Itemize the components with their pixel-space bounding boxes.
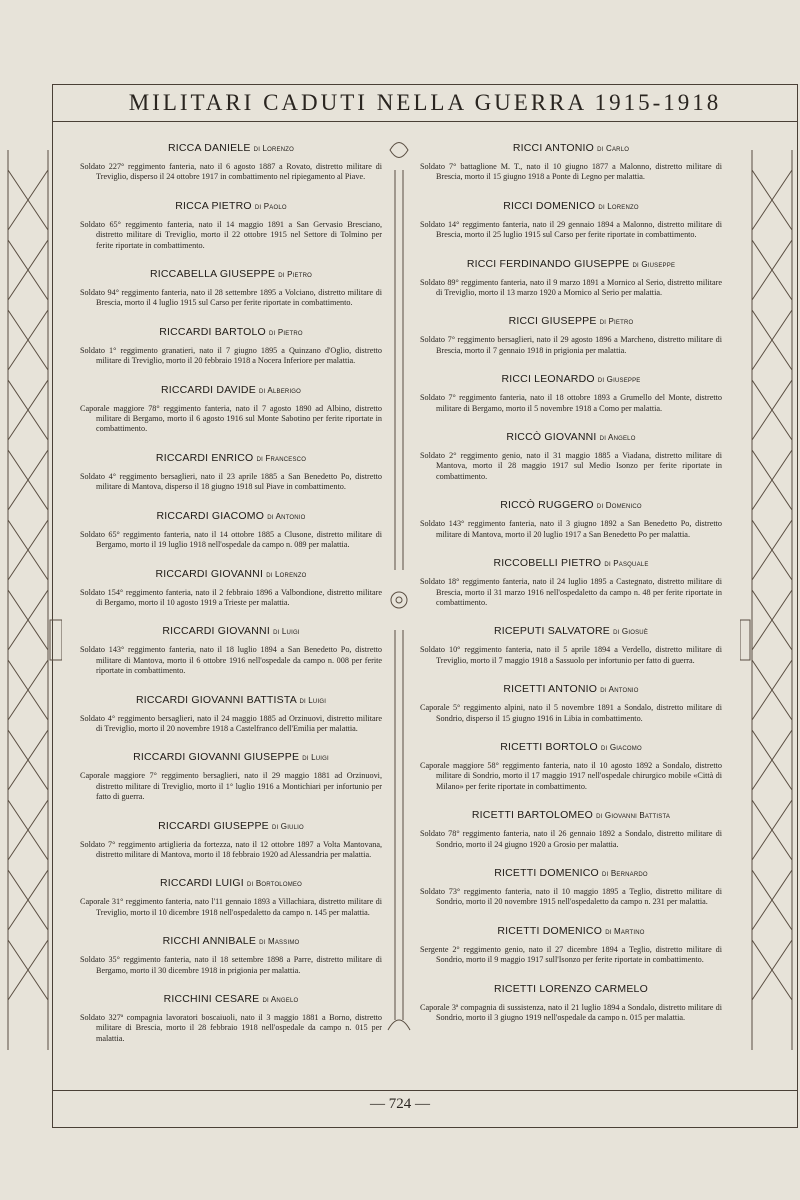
entry-surname: RICCÒ GIOVANNI (506, 431, 597, 444)
entry-parent: di Luigi (302, 753, 329, 763)
page-title: MILITARI CADUTI NELLA GUERRA 1915-1918 (52, 84, 798, 122)
entry-text: Soldato 4° reggimento bersaglieri, nato il 23 aprile 1885 a San Benedetto Po, distretto militare di Mantova, disperso il 18 giugno 1918 sul Piave in combattimento. (80, 471, 382, 492)
entry-name (420, 625, 722, 637)
entry-name (80, 452, 382, 464)
entry-surname: RICCI GIUSEPPE (508, 315, 597, 328)
entry-parent: di Massimo (259, 937, 300, 947)
entry-parent: di Francesco (256, 453, 307, 463)
entry-text: Soldato 94° reggimento fanteria, nato il 28 settembre 1895 a Volciano, distretto militare di Brescia, morto il 4 luglio 1915 sul Carso per ferite riportate in combattimento. (80, 288, 382, 308)
entry-surname: RICEPUTI SALVATORE (493, 625, 610, 638)
entry-name (420, 983, 722, 995)
entry-surname: RICCA PIETRO (175, 199, 252, 212)
entry-text: Soldato 154° reggimento fanteria, nato il 2 febbraio 1896 a Valbondione, distretto militare di Bergamo, morto il 10 agosto 1919 a Trieste per malattia. (80, 587, 382, 607)
entry-parent: di Luigi (299, 695, 327, 705)
entry (80, 568, 382, 609)
entry (80, 935, 382, 976)
entry-text: Soldato 18° reggimento fanteria, nato il 24 luglio 1895 a Castegnato, distretto militare di Brescia, morto il 31 marzo 1916 nell'ospedaletto da campo n. 48 per ferite riportate in combattimento. (420, 577, 722, 607)
entry (80, 820, 382, 861)
entry-text: Soldato 7° reggimento fanteria, nato il 18 ottobre 1893 a Grumello del Monte, distretto militare di Bergamo, morto il 5 novembre 1918 a Como per malattia. (420, 393, 722, 413)
entry-parent: di Pasquale (604, 559, 649, 569)
entry-parent: di Giulio (271, 821, 304, 831)
entry-surname: RICETTI BORTOLO (500, 740, 598, 753)
entry-name (80, 935, 382, 947)
entry-parent: di Angelo (262, 995, 299, 1004)
entry-surname: RICCI DOMENICO (503, 199, 596, 212)
entry (420, 809, 722, 850)
entry-text: Soldato 143° reggimento fanteria, nato il 3 giugno 1892 a San Benedetto Po, distretto militare di Mantova, morto il 20 luglio 1917 a San Benedetto Po per malattia. (420, 519, 722, 539)
entry-name (420, 557, 722, 569)
entry (80, 625, 382, 676)
entry-text: Soldato 89° reggimento fanteria, nato il 9 marzo 1891 a Mornico al Serio, distretto militare di Treviglio, morto il 13 marzo 1920 a Mornico al Serio per malattia. (420, 277, 722, 298)
footer-divider (52, 1090, 798, 1091)
entry-surname: RICCABELLA GIUSEPPE (149, 268, 276, 281)
entry-text: Soldato 35° reggimento fanteria, nato il 18 settembre 1898 a Parre, distretto militare di Bergamo, morto il 30 dicembre 1918 in prigionia per malattia. (80, 955, 382, 975)
entry-text: Soldato 2° reggimento genio, nato il 31 maggio 1885 a Viadana, distretto militare di Mantova, morto il 28 maggio 1917 sul Medio Isonzo per ferite riportate in combattimento. (420, 451, 722, 481)
entry-surname: RICCARDI GIOVANNI (155, 567, 264, 580)
entry-parent: di Luigi (273, 627, 300, 637)
entry-parent: di Carlo (597, 144, 630, 153)
entry-name (420, 315, 722, 327)
entry-name (420, 431, 722, 443)
entry-name (80, 326, 382, 338)
entry-name (420, 200, 722, 212)
entry-parent: di Pietro (269, 327, 303, 337)
entry-name (80, 384, 382, 396)
entry (80, 993, 382, 1044)
entry-text: Caporale 5° reggimento alpini, nato il 5 novembre 1891 a Sondalo, distretto militare di Sondrio, disperso il 15 giugno 1916 in Libia in combattimento. (420, 703, 722, 723)
entry-parent: di Angelo (599, 433, 636, 443)
entry (420, 557, 722, 608)
entry-surname: RICETTI DOMENICO (494, 866, 599, 879)
entry-name (420, 925, 722, 937)
entry-surname: RICCHI ANNIBALE (162, 935, 257, 948)
entry-text: Soldato 78° reggimento fanteria, nato il 26 gennaio 1892 a Sondalo, distretto militare di Sondrio, morto il 24 giugno 1920 a Grosio per malattia. (420, 829, 722, 849)
entry-parent: di Pietro (278, 270, 312, 280)
entry-text: Soldato 65° reggimento fanteria, nato il 14 ottobre 1885 a Clusone, distretto militare di Bergamo, morto il 19 luglio 1918 nell'ospedale da campo n. 089 per malattia. (80, 529, 382, 550)
center-torch-column (386, 140, 412, 1040)
entry-parent: di Bortolomeo (247, 879, 302, 889)
entry-text: Soldato 65° reggimento fanteria, nato il 14 maggio 1891 a San Gervasio Bresciano, distretto militare di Treviglio, morto il 22 ottobre 1915 nel Settore di Tolmino per ferite riportate in combattimento. (80, 219, 382, 250)
left-ornament (0, 150, 62, 1050)
entry (80, 326, 382, 367)
entry (80, 142, 382, 183)
entry-text: Soldato 227° reggimento fanteria, nato il 6 agosto 1887 a Rovato, distretto militare di Treviglio, disperso il 24 ottobre 1917 in combattimento nel ripiegamento al Piave. (80, 162, 382, 182)
entry-name (420, 499, 722, 511)
entry-name (420, 741, 722, 753)
entry (80, 384, 382, 435)
entry-parent: di Giacomo (601, 742, 642, 752)
entry-surname: RICCARDI GIOVANNI GIUSEPPE (133, 751, 300, 764)
entry-name (420, 373, 722, 385)
entry-text: Soldato 73° reggimento fanteria, nato il 10 maggio 1895 a Teglio, distretto militare di Sondrio, morto il 20 novembre 1915 nell'ospedaletto da campo n. 231 per malattia. (420, 886, 722, 907)
entry (420, 499, 722, 540)
entry-surname: RICCARDI GIOVANNI (162, 625, 270, 638)
entry-surname: RICETTI BARTOLOMEO (471, 809, 593, 822)
entry (420, 142, 722, 183)
entry-text: Caporale maggiore 58° reggimento fanteria, nato il 10 agosto 1892 a Sondalo, distretto militare di Sondrio, morto il 17 maggio 1917 nell'ospedale chirurgico mobile «Città di Milano» per ferite riportate in combattimento. (420, 760, 722, 791)
entry-text: Sergente 2° reggimento genio, nato il 27 dicembre 1894 a Teglio, distretto militare di Sondrio, morto il 9 maggio 1917 sull'Isonzo per ferite riportate in combattimento. (420, 944, 722, 965)
entry-name (80, 751, 382, 763)
entry-surname: RICCA DANIELE (167, 142, 251, 154)
entry-name (80, 200, 382, 212)
entry (80, 694, 382, 735)
entry (420, 925, 722, 966)
entry-parent: di Martino (605, 926, 645, 936)
entry (420, 200, 722, 241)
entry-name (80, 268, 382, 280)
entry-text: Soldato 7° battaglione M. T., nato il 10 giugno 1877 a Malonno, distretto militare di Brescia, morto il 15 giugno 1918 a Ponte di Legno per malattia. (420, 162, 722, 182)
entry-text: Soldato 4° reggimento bersaglieri, nato il 24 maggio 1885 ad Orzinuovi, distretto militare di Treviglio, morto il 20 novembre 1918 a Castelfranco dell'Emilia per malattia. (80, 713, 382, 733)
entry-name (420, 683, 722, 695)
entry-name (80, 142, 382, 154)
entry-surname: RICCOBELLI PIETRO (493, 557, 602, 570)
entry-name (80, 510, 382, 522)
entry-surname: RICETTI LORENZO CARMELO (494, 982, 648, 995)
entry-text: Soldato 327ª compagnia lavoratori boscaiuoli, nato il 3 maggio 1881 a Borno, distretto militare di Brescia, morto il 28 febbraio 1918 nell'ospedale da campo n. 015 per malattia. (80, 1013, 382, 1043)
entry-surname: RICCARDI BARTOLO (159, 325, 266, 338)
entry-surname: RICCI ANTONIO (512, 142, 595, 154)
entry-text: Soldato 7° reggimento bersaglieri, nato il 29 agosto 1896 a Marcheno, distretto militare di Brescia, morto il 7 gennaio 1918 in prigionia per malattia. (420, 335, 722, 355)
entry (420, 625, 722, 666)
entry-name (80, 568, 382, 580)
entry (80, 510, 382, 551)
entry-name (80, 625, 382, 637)
entry-parent: di Domenico (596, 501, 642, 511)
entry (420, 867, 722, 908)
right-column (420, 142, 722, 1040)
entry-name (420, 258, 722, 270)
entry-text: Caporale maggiore 7° reggimento bersaglieri, nato il 29 maggio 1881 ad Orzinuovi, distretto militare di Treviglio, morto il 1° luglio 1916 a Montichiari per infortunio per fatto di guerra. (80, 771, 382, 802)
right-ornament (740, 150, 800, 1050)
entry (420, 431, 722, 482)
entry (420, 373, 722, 414)
entry (80, 452, 382, 493)
entry-surname: RICCARDI GIUSEPPE (158, 819, 269, 832)
entry-text: Soldato 14° reggimento fanteria, nato il 29 gennaio 1894 a Malonno, distretto militare di Brescia, morto il 25 luglio 1915 sul Carso per ferite riportate in combattimento. (420, 219, 722, 240)
entry-name (420, 809, 722, 821)
entry-surname: RICCARDI ENRICO (155, 451, 254, 464)
entry-parent: di Alberigo (259, 385, 302, 395)
entry-name (80, 694, 382, 706)
entry-name (80, 877, 382, 889)
entry (420, 983, 722, 1024)
entry (420, 741, 722, 792)
entry-parent: di Antonio (267, 511, 306, 521)
entry-parent: di Paolo (254, 201, 287, 211)
entry-parent: di Giuseppe (632, 259, 676, 269)
entry-parent: di Pietro (599, 317, 634, 327)
page-number: — 724 — (370, 1096, 430, 1112)
entry-name (80, 820, 382, 832)
entry-surname: RICCHINI CESARE (163, 993, 260, 1005)
entry-parent: di Lorenzo (253, 144, 294, 153)
entry-parent: di Antonio (600, 685, 639, 695)
entry-surname: RICCARDI DAVIDE (160, 383, 256, 396)
entry-surname: RICCARDI GIOVANNI BATTISTA (135, 693, 297, 706)
entry-parent: di Giuseppe (597, 375, 641, 385)
entry (420, 258, 722, 299)
entry-text: Caporale 31° reggimento fanteria, nato l'11 gennaio 1893 a Villachiara, distretto militare di Treviglio, morto il 10 dicembre 1918 nell'ospedaletto da campo n. 145 per malattia. (80, 897, 382, 917)
entry-text: Soldato 10° reggimento fanteria, nato il 5 aprile 1894 a Verdello, distretto militare di Treviglio, morto il 7 maggio 1918 a Sassuolo per infortunio per fatto di guerra. (420, 645, 722, 665)
entry-parent: di Bernardo (602, 868, 648, 878)
entry-name (80, 993, 382, 1005)
entry-text: Caporale 3ª compagnia di sussistenza, nato il 21 luglio 1894 a Sondalo, distretto militare di Sondrio, morto il 3 giugno 1919 nell'ospedale da campo n. 015 per malattia. (420, 1002, 722, 1022)
entry-text: Soldato 143° reggimento fanteria, nato il 18 luglio 1894 a San Benedetto Po, distretto militare di Mantova, morto il 6 ottobre 1916 nell'ospedale da campo n. 008 per ferite riportate in combattimento. (80, 645, 382, 676)
entry-name (420, 142, 722, 154)
entry (80, 200, 382, 251)
entry-text: Soldato 1° reggimento granatieri, nato il 7 giugno 1895 a Quinzano d'Oglio, distretto militare di Treviglio, morto il 20 febbraio 1918 a Nocera Inferiore per malattia. (80, 345, 382, 366)
entry-text: Caporale maggiore 78° reggimento fanteria, nato il 7 agosto 1890 ad Albino, distretto militare di Bergamo, morto il 6 agosto 1916 sul Monte Sabotino per ferite riportate in combattimento. (80, 403, 382, 434)
entry-surname: RICCÒ RUGGERO (500, 499, 594, 512)
entry (420, 315, 722, 356)
entry-surname: RICETTI ANTONIO (503, 683, 598, 696)
entry (80, 877, 382, 918)
entry-parent: di Giosuè (613, 627, 649, 637)
entry-surname: RICETTI DOMENICO (497, 924, 603, 937)
left-column (80, 142, 382, 1061)
entry-parent: di Giovanni Battista (596, 811, 671, 821)
entry-text: Soldato 7° reggimento artiglieria da fortezza, nato il 12 ottobre 1897 a Volta Mantovana, distretto militare di Mantova, morto il 18 febbraio 1920 ad Alessandria per malattia. (80, 839, 382, 859)
entry-surname: RICCARDI LUIGI (160, 877, 244, 890)
entry (80, 751, 382, 802)
entry-surname: RICCI FERDINANDO GIUSEPPE (466, 257, 630, 270)
entry (80, 268, 382, 309)
entry-surname: RICCARDI GIACOMO (156, 509, 265, 522)
entry-name (420, 867, 722, 879)
entry (420, 683, 722, 724)
entry-surname: RICCI LEONARDO (501, 373, 595, 386)
entry-parent: di Lorenzo (266, 569, 307, 579)
entry-parent: di Lorenzo (598, 201, 639, 211)
